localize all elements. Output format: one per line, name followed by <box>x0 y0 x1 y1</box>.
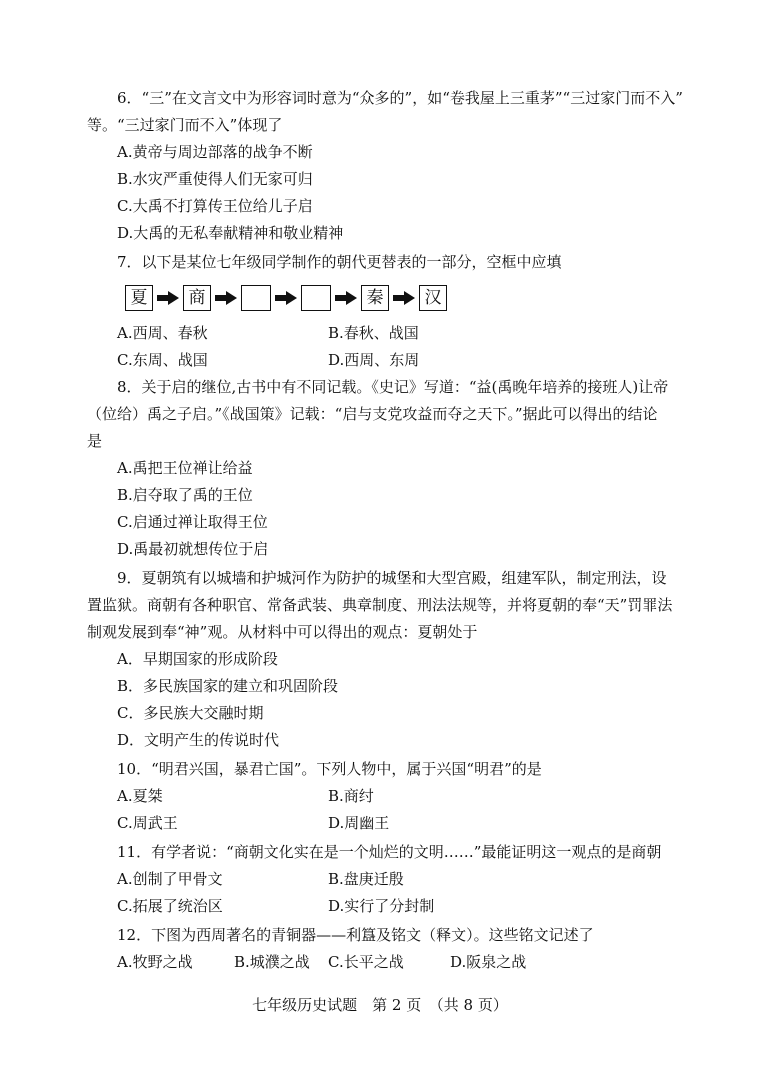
dynasty-box-shang: 商 <box>183 285 211 311</box>
arrow-right-icon <box>211 285 241 311</box>
q6-option-a: A.黄帝与周边部落的战争不断 <box>117 143 313 161</box>
q12-option-b: B.城濮之战 <box>234 953 310 971</box>
q12-option-d: D.阪泉之战 <box>450 953 527 971</box>
q7-option-d: D.西周、东周 <box>328 351 420 369</box>
q9-option-b: B．多民族国家的建立和巩固阶段 <box>117 677 339 695</box>
dynasty-box-han: 汉 <box>419 285 447 311</box>
q10-stem: 10．“明君兴国，暴君亡国”。下列人物中，属于兴国“明君”的是 <box>117 760 542 778</box>
dynasty-blank-box-1 <box>241 285 271 311</box>
arrow-right-icon <box>153 285 183 311</box>
q8-stem-line2: （位给）禹之子启。”《战国策》记载：“启与支党攻益而夺之天下。”据此可以得出的结论 <box>87 405 658 423</box>
q12-option-a: A.牧野之战 <box>117 953 193 971</box>
q6-option-c: C.大禹不打算传王位给儿子启 <box>117 197 313 215</box>
q7-stem: 7．以下是某位七年级同学制作的朝代更替表的一部分，空框中应填 <box>117 253 562 271</box>
q7-option-b: B.春秋、战国 <box>328 324 419 342</box>
q6-stem-line2: 等。“三过家门而不入”体现了 <box>87 116 283 134</box>
q10-option-b: B.商纣 <box>328 787 374 805</box>
q8-stem-line1: 8．关于启的继位,古书中有不同记载。《史记》写道：“益(禹晚年培养的接班人)让帝 <box>117 378 669 396</box>
page-footer: 七年级历史试题 第 2 页 （共 8 页） <box>252 996 508 1014</box>
dynasty-blank-box-2 <box>301 285 331 311</box>
q8-option-d: D.禹最初就想传位于启 <box>117 540 269 558</box>
q6-option-b: B.水灾严重使得人们无家可归 <box>117 170 313 188</box>
q10-option-a: A.夏桀 <box>117 787 163 805</box>
dynasty-chain <box>125 284 447 312</box>
q11-option-c: C.拓展了统治区 <box>117 897 223 915</box>
q8-option-a: A.禹把王位禅让给益 <box>117 459 253 477</box>
q12-option-c: C.长平之战 <box>328 953 404 971</box>
dynasty-box-qin: 秦 <box>361 285 389 311</box>
q7-option-a: A.西周、春秋 <box>117 324 208 342</box>
q12-stem: 12．下图为西周著名的青铜器——利簋及铭文（释文）。这些铭文记述了 <box>117 926 594 944</box>
arrow-right-icon <box>389 285 419 311</box>
q8-option-c: C.启通过禅让取得王位 <box>117 513 268 531</box>
q10-option-c: C.周武王 <box>117 814 178 832</box>
q9-stem-line1: 9．夏朝筑有以城墙和护城河作为防护的城堡和大型宫殿，组建军队，制定刑法，设 <box>117 569 667 587</box>
q9-stem-line2: 置监狱。商朝有各种职官、常备武装、典章制度、刑法法规等，并将夏朝的奉“天”罚罪法 <box>87 596 673 614</box>
q11-option-a: A.创制了甲骨文 <box>117 870 223 888</box>
q9-option-d: D．文明产生的传说时代 <box>117 731 280 749</box>
q11-option-d: D.实行了分封制 <box>328 897 435 915</box>
q8-stem-line3: 是 <box>87 432 103 450</box>
dynasty-box-xia: 夏 <box>125 285 153 311</box>
arrow-right-icon <box>271 285 301 311</box>
q11-stem: 11．有学者说：“商朝文化实在是一个灿烂的文明……”最能证明这一观点的是商朝 <box>117 843 662 861</box>
arrow-right-icon <box>331 285 361 311</box>
q6-option-d: D.大禹的无私奉献精神和敬业精神 <box>117 224 344 242</box>
q9-option-a: A．早期国家的形成阶段 <box>117 650 278 668</box>
q9-stem-line3: 制观发展到奉“神”观。从材料中可以得出的观点：夏朝处于 <box>87 623 478 641</box>
q10-option-d: D.周幽王 <box>328 814 390 832</box>
q8-option-b: B.启夺取了禹的王位 <box>117 486 253 504</box>
q6-stem-line1: 6．“三”在文言文中为形容词时意为“众多的”，如“卷我屋上三重茅”“三过家门而不入” <box>117 89 683 107</box>
q11-option-b: B.盘庚迁殷 <box>328 870 404 888</box>
q7-option-c: C.东周、战国 <box>117 351 208 369</box>
q9-option-c: C．多民族大交融时期 <box>117 704 264 722</box>
